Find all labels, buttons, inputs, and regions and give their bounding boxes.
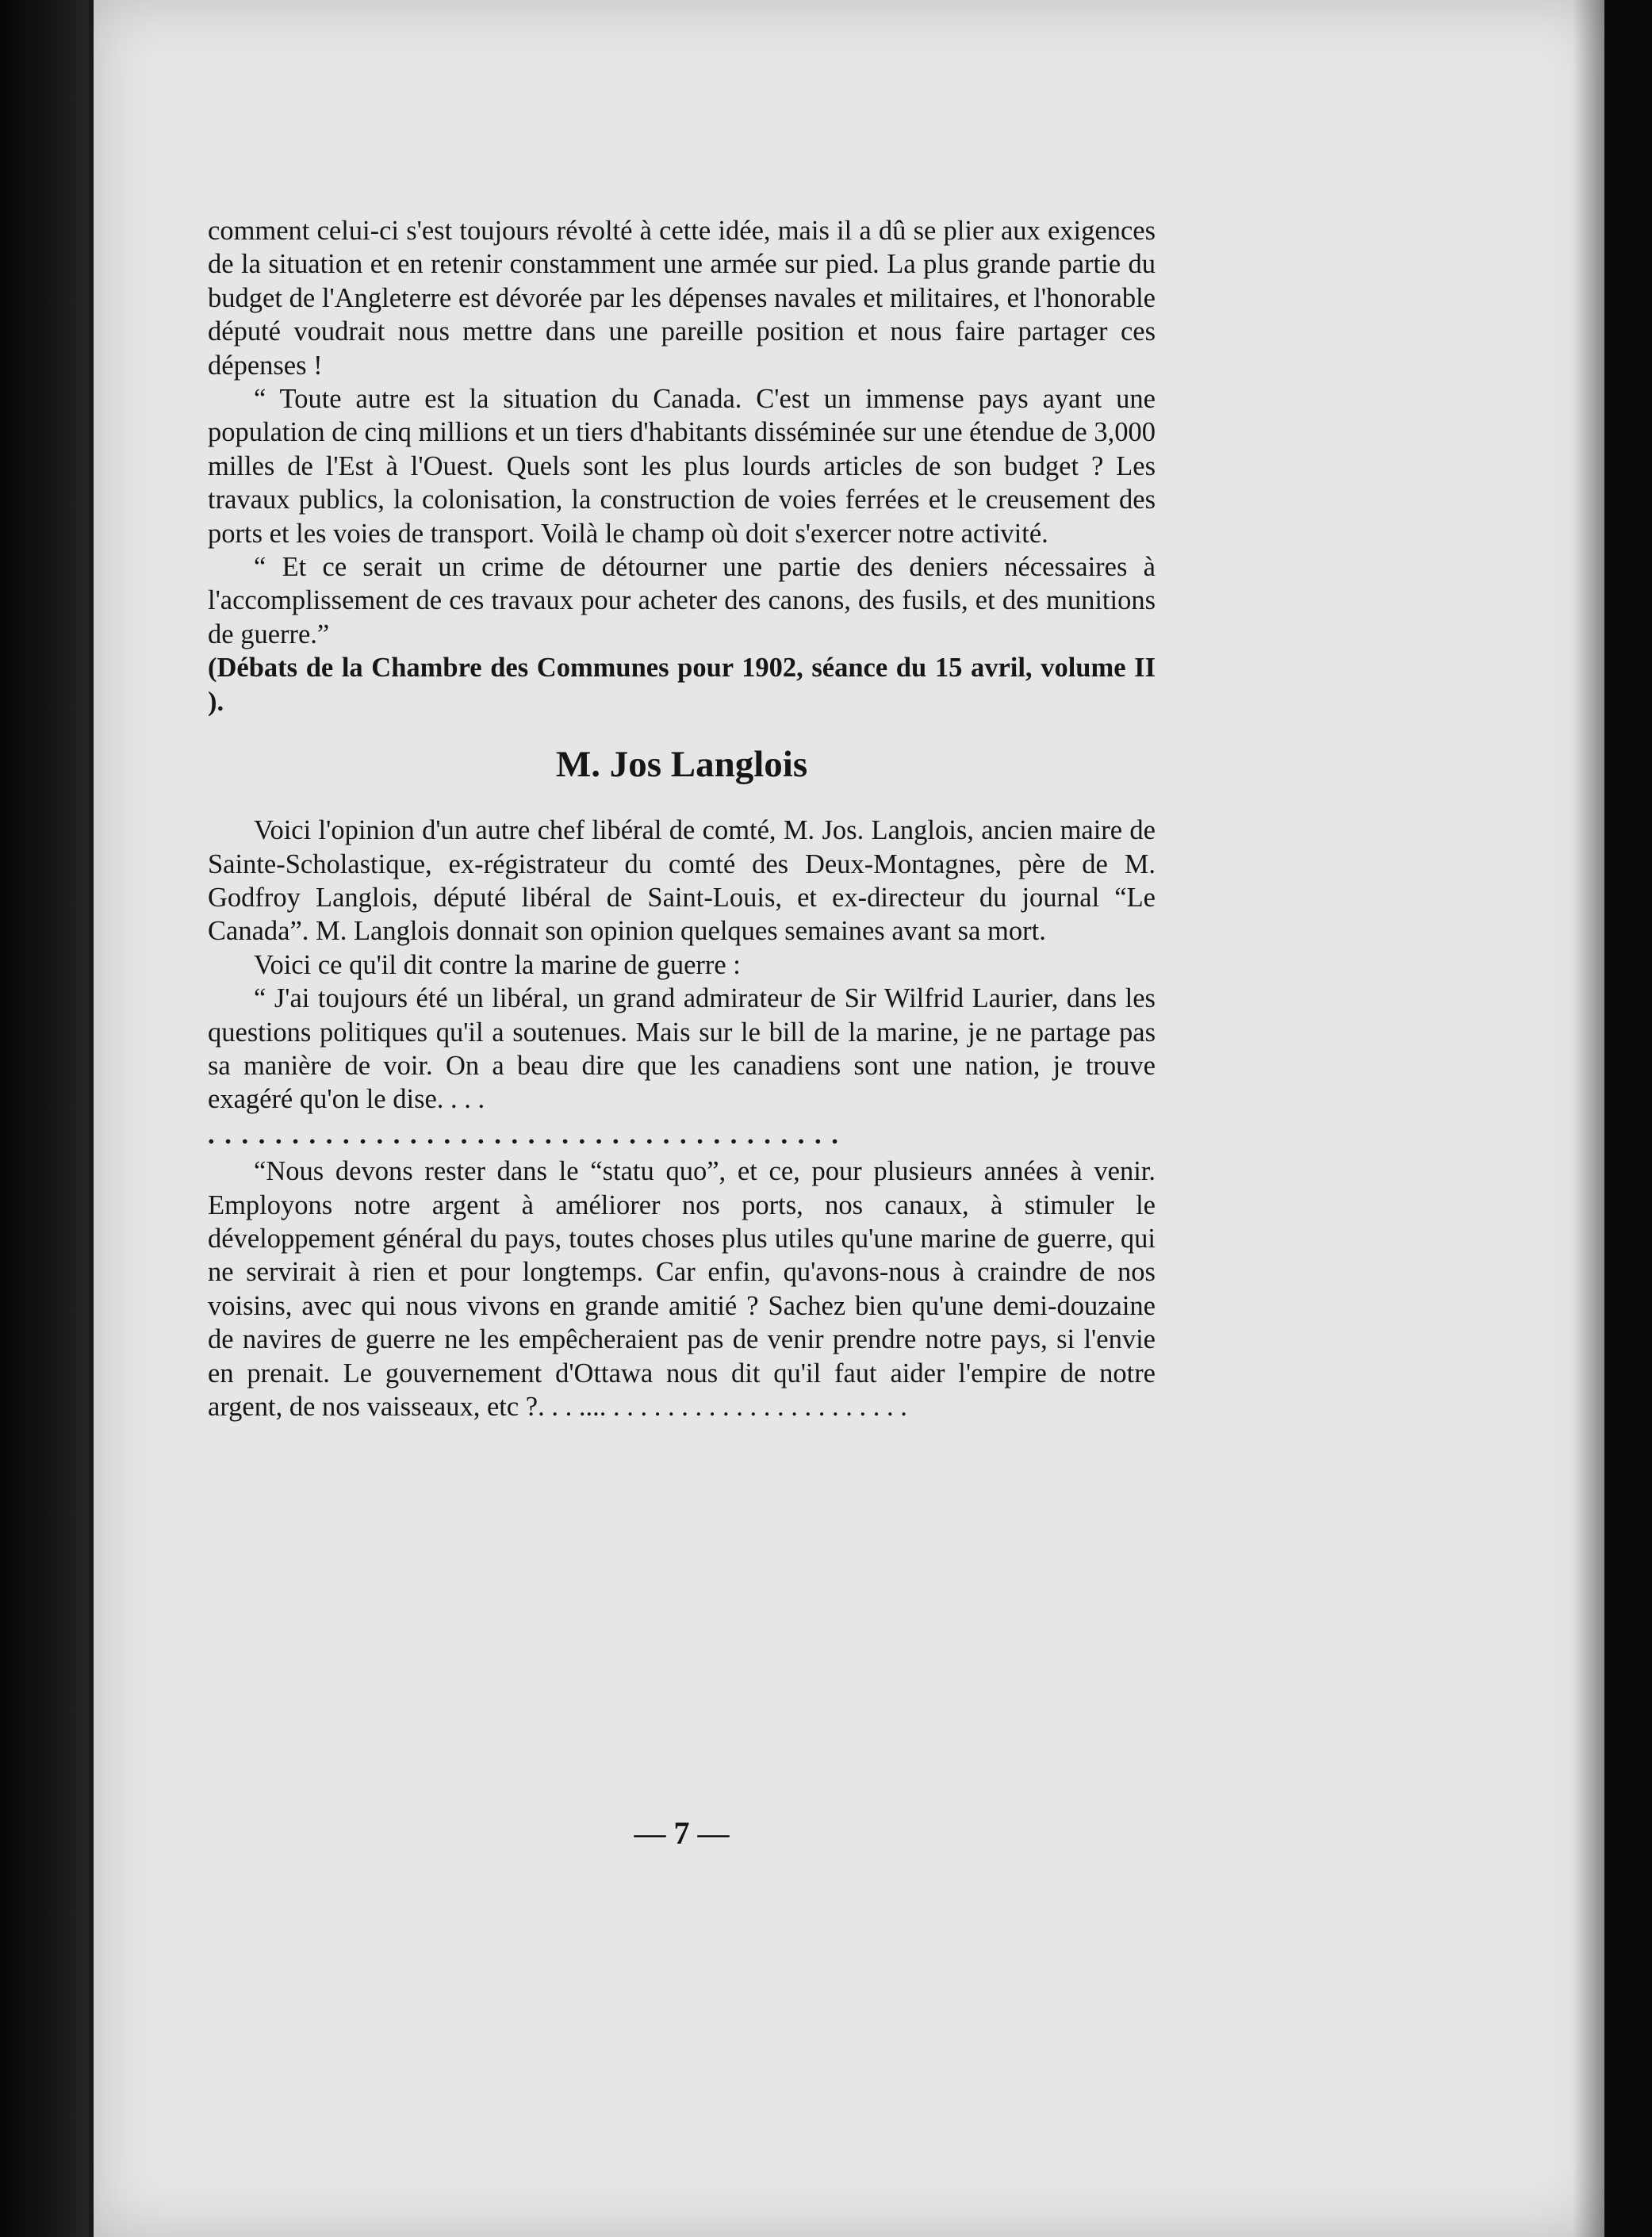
section-heading: M. Jos Langlois (555, 744, 808, 786)
paragraph-canada-situation: “ Toute autre est la situation du Canada. C'est un immense pays ayant une population de cinq millions et un tiers d'habitants disséminée sur une étendue de 3,000 milles de l'Est à l'Ouest. Quels sont les plus lourds articles de son budget ? Les travaux publics, la colonisation, la construction de voies ferrées et le creusement des ports et les voies de transport. Voilà le champ où doit s'exercer notre activité. (208, 384, 1156, 549)
paragraph-continued: comment celui-ci s'est toujours révolté à cette idée, mais il a dû se plier aux exigences de la situation et en retenir constamment une armée sur pied. La plus grande partie du budget de l'Angleterre est dévorée par les dépenses navales et militaires, et l'honorable député voudrait nous mettre dans une pareille position et nous faire partager ces dépenses ! (208, 216, 1156, 381)
paragraph-voici: Voici ce qu'il dit contre la marine de guerre : (254, 949, 741, 980)
scan-border-right (1604, 0, 1652, 2237)
paragraph-intro-langlois: Voici l'opinion d'un autre chef libéral de comté, M. Jos. Langlois, ancien maire de Sainte-Scholastique, ex-régistrateur du comté des Deux-Montagnes, père de M. Godfroy Langlois, député libéral de Saint-Louis, et ex-directeur du journal “Le Canada”. M. Langlois donnait son opinion quelques semaines avant sa mort. (208, 815, 1156, 947)
paragraph-crime: “ Et ce serait un crime de détourner une partie des deniers nécessaires à l'accomplissement de ces travaux pour acheter des canons, des fusils, et des munitions de guerre.” (208, 552, 1156, 649)
citation: (Débats de la Chambre des Communes pour 1902, séance du 15 avril, volume II ). (208, 653, 1156, 717)
ellipsis-line: . . . . . . . . . . . . . . . . . . . . . . . . . . . . . . . . . . . . . . (208, 1119, 840, 1150)
scan-border-left (0, 0, 103, 2237)
paragraph-quote-liberal: “ J'ai toujours été un libéral, un grand admirateur de Sir Wilfrid Laurier, dans les questions politiques qu'il a soutenues. Mais sur le bill de la marine, je ne partage pas sa manière de voir. On a beau dire que les canadiens sont une nation, je trouve exagéré qu'on le dise. . . . (208, 983, 1156, 1115)
page-number: — 7 — (634, 1815, 730, 1851)
page-text (208, 214, 1156, 1423)
paragraph-statu-quo: “Nous devons rester dans le “statu quo”, et ce, pour plusieurs années à venir. Employons notre argent à améliorer nos ports, nos canaux, à stimuler le développement général du pays, toutes choses plus utiles qu'une marine de guerre, qui ne servirait à rien et pour longtemps. Car enfin, qu'avons-nous à craindre de nos voisins, avec qui nous vivons en grande amitié ? Sachez bien qu'une demi-douzaine de navires de guerre ne les empêcheraient pas de venir prendre notre pays, si l'envie en prenait. Le gouvernement d'Ottawa nous dit qu'il faut aider l'empire de notre argent, de nos vaisseaux, etc ?. . . .... . . . . . . . . . . . . . . . . . . . . . . (208, 1156, 1156, 1422)
